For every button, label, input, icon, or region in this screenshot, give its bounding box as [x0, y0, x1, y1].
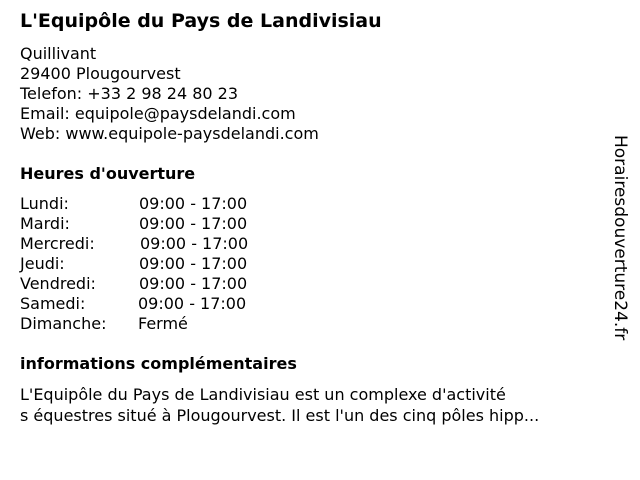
time-value: 09:00 - 17:00	[139, 274, 248, 293]
description-line-1: L'Equipôle du Pays de Landivisiau est un complexe d'activité	[20, 385, 506, 404]
web-line: Web: www.equipole-paysdelandi.com	[20, 124, 319, 143]
time-value: 09:00 - 17:00	[139, 214, 248, 233]
address-city: 29400 Plougourvest	[20, 64, 181, 83]
day-label: Lundi:	[20, 194, 69, 213]
side-brand-text: Horairesdouverture24.fr	[610, 135, 630, 341]
description-line-2: s équestres situé à Plougourvest. Il est l'un des cinq pôles hipp...	[20, 406, 540, 425]
description	[20, 384, 539, 426]
day-label: Samedi:	[20, 294, 86, 313]
time-value: Fermé	[138, 314, 188, 333]
day-label: Dimanche:	[20, 314, 107, 333]
time-value: 09:00 - 17:00	[140, 234, 249, 253]
address-street: Quillivant	[20, 44, 97, 63]
info-heading: informations complémentaires	[20, 354, 297, 373]
day-label: Mardi:	[20, 214, 70, 233]
page-title: L'Equipôle du Pays de Landivisiau	[20, 10, 382, 32]
time-value: 09:00 - 17:00	[139, 254, 248, 273]
time-value: 09:00 - 17:00	[139, 194, 248, 213]
email-line: Email: equipole@paysdelandi.com	[20, 104, 296, 123]
phone-line: Telefon: +33 2 98 24 80 23	[20, 84, 239, 103]
hours-heading: Heures d'ouverture	[20, 164, 196, 183]
day-label: Mercredi:	[20, 234, 95, 253]
side-brand-watermark	[612, 135, 632, 370]
time-value: 09:00 - 17:00	[138, 294, 247, 313]
day-label: Jeudi:	[20, 254, 65, 273]
day-label: Vendredi:	[20, 274, 96, 293]
contact-block	[20, 44, 319, 144]
